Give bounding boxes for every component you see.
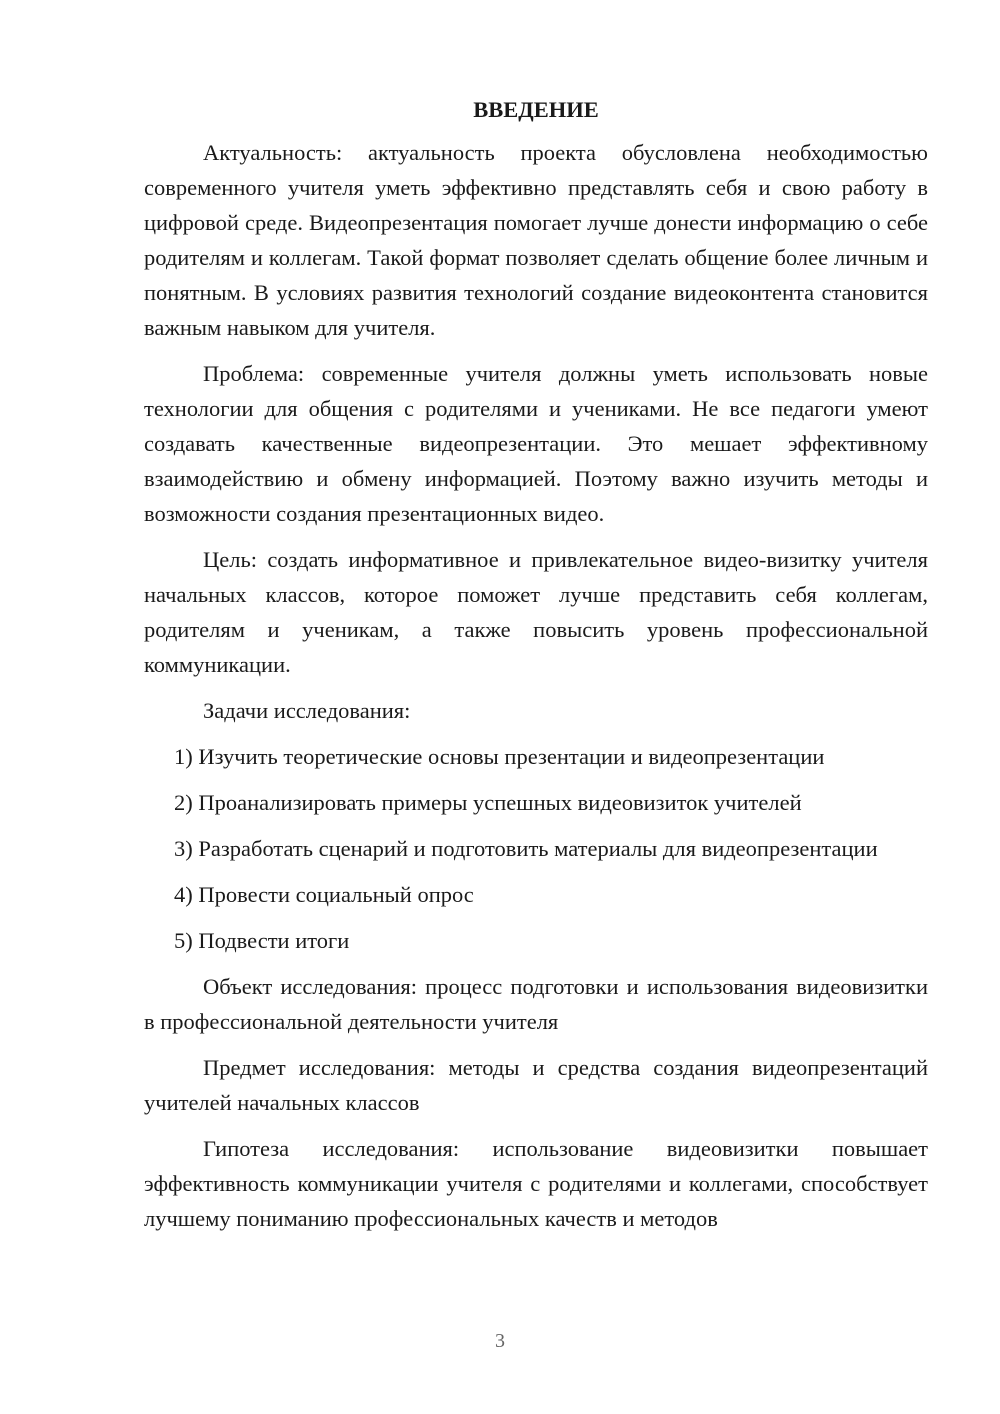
paragraph-goal: Цель: создать информативное и привлекательное видео-визитку учителя начальных классов, которое поможет лучше представить себя коллегам, родителям и ученикам, а также повысить уровень профессиональной коммуникации. [144,547,928,677]
paragraph-problem: Проблема: современные учителя должны уметь использовать новые технологии для общения с родителями и учениками. Не все педагоги умеют создавать качественные видеопрезентации. Это мешает эффективному взаимодействию и обмену информацией. Поэтому важно изучить методы и возможности создания презентационных видео. [144,361,928,526]
paragraph-hypothesis: Гипотеза исследования: использование видеовизитки повышает эффективность коммуникации учителя с родителями и коллегами, способствует лучшему пониманию профессиональных качеств и методов [144,1136,928,1231]
paragraph-object: Объект исследования: процесс подготовки и использования видеовизитки в профессиональной деятельности учителя [144,974,928,1034]
paragraph-relevance: Актуальность: актуальность проекта обусловлена необходимостью современного учителя уметь эффективно представлять себя и свою работу в цифровой среде. Видеопрезентация помогает лучше донести информацию о себе родителям и коллегам. Такой формат позволяет сделать общение более личным и понятным. В условиях развития технологий создание видеоконтента становится важным навыком для учителя. [144,140,928,340]
task-item-5: 5) Подвести итоги [174,928,350,953]
task-item-3: 3) Разработать сценарий и подготовить материалы для видеопрезентации [174,836,878,861]
section-heading: ВВЕДЕНИЕ [473,97,599,122]
paragraph-subject: Предмет исследования: методы и средства создания видеопрезентаций учителей начальных классов [144,1055,928,1115]
page-number: 3 [495,1330,505,1352]
task-item-4: 4) Провести социальный опрос [174,882,474,907]
task-item-1: 1) Изучить теоретические основы презентации и видеопрезентации [174,744,825,769]
task-item-2: 2) Проанализировать примеры успешных видеовизиток учителей [174,790,802,815]
tasks-heading: Задачи исследования: [203,698,411,723]
page-content [144,95,928,1247]
